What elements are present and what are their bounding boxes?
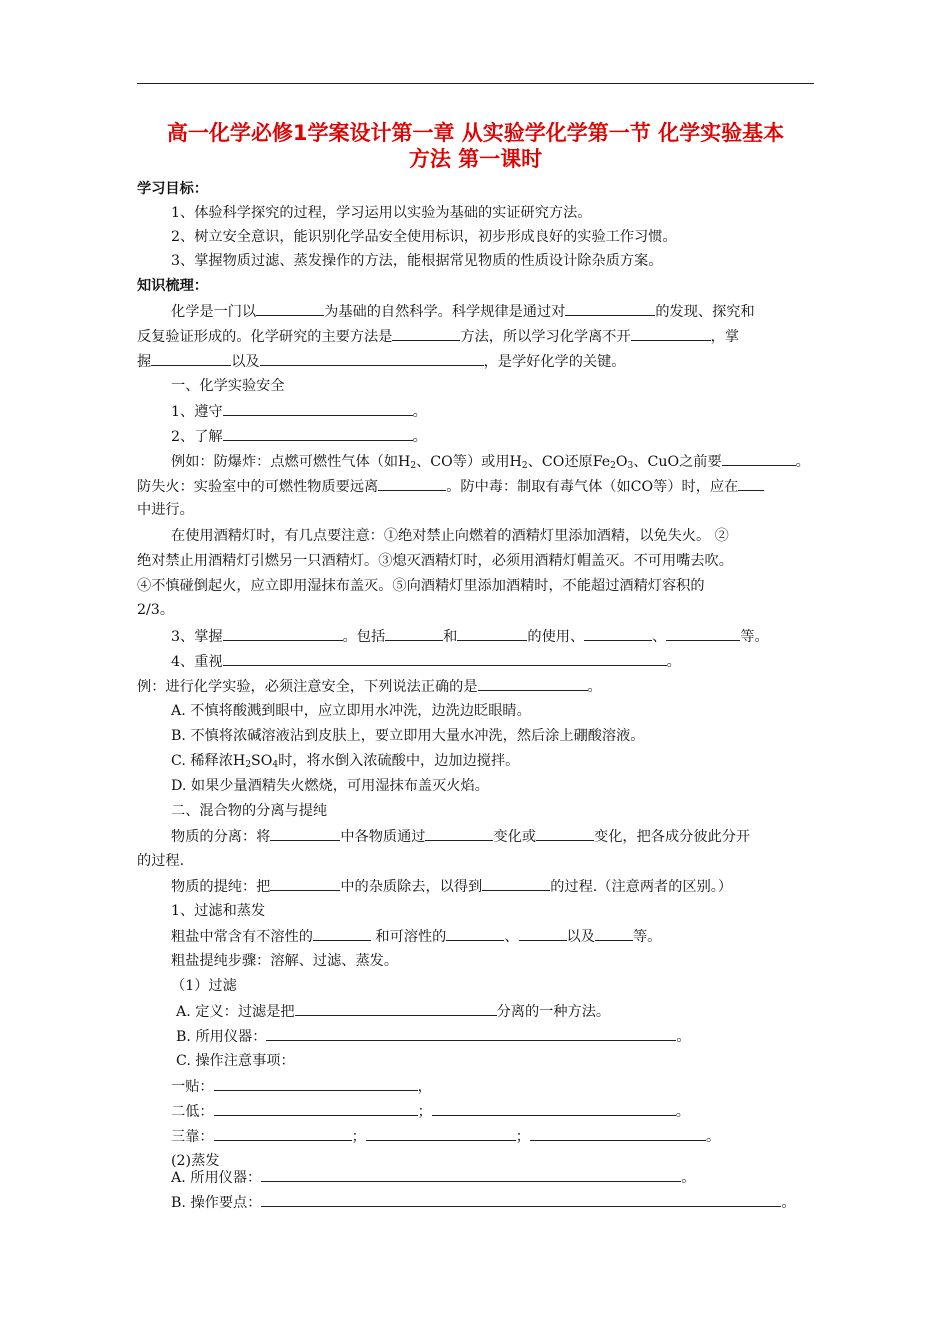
- evaporation-key-points: B. 操作要点： 。: [171, 1192, 796, 1213]
- answer-blank[interactable]: [478, 676, 588, 691]
- purification-line: 物质的提纯：把 中的杂质除去，以得到 的过程.（注意两者的区别。）: [171, 876, 732, 897]
- evaporation-instruments: A. 所用仪器： 。: [171, 1167, 695, 1188]
- lamp-note-4: 2/3。: [137, 602, 175, 618]
- option-b: B. 不慎将浓碱溶液沾到皮肤上，要立即用大量水冲洗，然后涂上硼酸溶液。: [171, 728, 645, 744]
- knowledge-heading: 知识梳理：: [137, 278, 208, 294]
- blank[interactable]: [366, 1126, 516, 1141]
- blank[interactable]: [214, 1126, 352, 1141]
- option-c: C. 稀释浓$H_2SO_4$时，将水倒入浓硫酸中，边加边搅拌。: [171, 753, 520, 770]
- blank[interactable]: [270, 826, 340, 841]
- blank[interactable]: [666, 626, 740, 641]
- page-title-line2: 方法 第一课时: [408, 147, 543, 171]
- evaporation-heading: (2)蒸发: [171, 1153, 220, 1169]
- intro-line-2: 反复验证形成的。化学研究的主要方法是 方法，所以学习化学离不开 ，掌: [137, 326, 739, 347]
- safety-item-3: 3、掌握 。包括 和 的使用、 、 等。: [171, 626, 769, 647]
- rule-three-lean: 三靠： ； ； 。: [171, 1126, 720, 1147]
- blank[interactable]: [270, 876, 340, 891]
- section-1-heading: 一、化学实验安全: [171, 378, 285, 394]
- blank[interactable]: [595, 926, 633, 941]
- blank[interactable]: [457, 626, 527, 641]
- blank[interactable]: [519, 926, 567, 941]
- blank[interactable]: [266, 1026, 676, 1041]
- blank[interactable]: [223, 626, 343, 641]
- separation-line-2: 的过程.: [137, 853, 185, 869]
- rule-two-low: 二低： ； 。: [171, 1101, 690, 1122]
- intro-line-3: 握 以及 ，是学好化学的关键。: [137, 351, 625, 372]
- safety-item-2: 2、了解 。: [171, 426, 427, 447]
- example-line-1: 例如：防爆炸：点燃可燃性气体（如$H_2$、CO等）或用$H_2$、CO还原$Fe_2O_3$、CuO之前要 。: [171, 451, 810, 472]
- objective-3: 3、掌握物质过滤、蒸发操作的方法，能根据常见物质的性质设计除杂质方案。: [171, 253, 663, 269]
- blank[interactable]: [261, 1167, 681, 1182]
- blank[interactable]: [313, 926, 371, 941]
- objective-2: 2、树立安全意识，能识别化学品安全使用标识，初步形成良好的实验工作习惯。: [171, 229, 677, 245]
- blank[interactable]: [565, 301, 655, 316]
- blank[interactable]: [214, 1101, 418, 1116]
- safety-item-1: 1、遵守 。: [171, 401, 427, 422]
- blank[interactable]: [425, 826, 493, 841]
- blank[interactable]: [256, 301, 324, 316]
- blank[interactable]: [151, 351, 231, 366]
- blank[interactable]: [261, 1192, 781, 1207]
- lamp-note-3: ④不慎碰倒起火，应立即用湿抹布盖灭。⑤向酒精灯里添加酒精时，不能超过酒精灯容积的: [137, 578, 705, 594]
- blank[interactable]: [446, 926, 504, 941]
- blank[interactable]: [223, 651, 667, 666]
- option-a: A. 不慎将酸溅到眼中，应立即用水冲洗，边洗边眨眼睛。: [171, 703, 531, 719]
- rule-one-stick: 一贴： ，: [171, 1076, 432, 1097]
- page-title: 高一化学必修1学案设计第一章 从实验学化学第一节 化学实验基本: [166, 121, 785, 145]
- safety-item-4: 4、重视 。: [171, 651, 681, 672]
- intro-line-1: 化学是一门以 为基础的自然科学。科学规律是通过对 的发现、探究和: [171, 301, 755, 322]
- lamp-note-2: 绝对禁止用酒精灯引燃另一只酒精灯。③熄灭酒精灯时，必须用酒精灯帽盖灭。不可用嘴去吹。: [137, 553, 733, 569]
- objective-1: 1、体验科学探究的过程，学习运用以实验为基础的实证研究方法。: [171, 205, 592, 221]
- blank[interactable]: [482, 876, 550, 891]
- blank[interactable]: [530, 1126, 706, 1141]
- separation-line-1: 物质的分离：将 中各物质通过 变化或 变化，把各成分彼此分开: [171, 826, 750, 847]
- filtration-notes-heading: C. 操作注意事项：: [176, 1053, 295, 1069]
- blank[interactable]: [214, 1076, 418, 1091]
- subsection-1: 1、过滤和蒸发: [171, 903, 266, 919]
- purification-steps: 粗盐提纯步骤：溶解、过滤、蒸发。: [171, 953, 399, 969]
- objectives-heading: 学习目标：: [137, 181, 208, 197]
- blank[interactable]: [260, 351, 484, 366]
- filtration-definition: A. 定义：过滤是把 分离的一种方法。: [176, 1001, 610, 1022]
- question-stem: 例：进行化学实验，必须注意安全，下列说法正确的是 。: [137, 676, 602, 697]
- blank[interactable]: [738, 476, 764, 491]
- section-2-heading: 二、混合物的分离与提纯: [171, 803, 328, 819]
- blank[interactable]: [378, 476, 446, 491]
- blank[interactable]: [223, 426, 413, 441]
- blank[interactable]: [385, 626, 443, 641]
- blank[interactable]: [392, 326, 460, 341]
- blank[interactable]: [631, 326, 711, 341]
- header-rule: [137, 83, 814, 84]
- blank[interactable]: [223, 401, 413, 416]
- filtration-instruments: B. 所用仪器： 。: [176, 1026, 691, 1047]
- blank[interactable]: [432, 1101, 676, 1116]
- example-line-2: 防失火：实验室中的可燃性物质要远离 。防中毒：制取有毒气体（如CO等）时，应在: [137, 476, 764, 497]
- blank[interactable]: [536, 826, 594, 841]
- blank[interactable]: [295, 1001, 497, 1016]
- filtration-heading: （1）过滤: [171, 978, 237, 994]
- example-line-3: 中进行。: [137, 502, 194, 518]
- salt-line: 粗盐中常含有不溶性的 和可溶性的 、 以及 等。: [171, 926, 661, 947]
- blank[interactable]: [722, 451, 796, 466]
- blank[interactable]: [584, 626, 652, 641]
- lamp-note-1: 在使用酒精灯时，有几点要注意：①绝对禁止向燃着的酒精灯里添加酒精，以免失火。 ②: [171, 528, 729, 544]
- option-d: D. 如果少量酒精失火燃烧，可用湿抹布盖灭火焰。: [171, 778, 489, 794]
